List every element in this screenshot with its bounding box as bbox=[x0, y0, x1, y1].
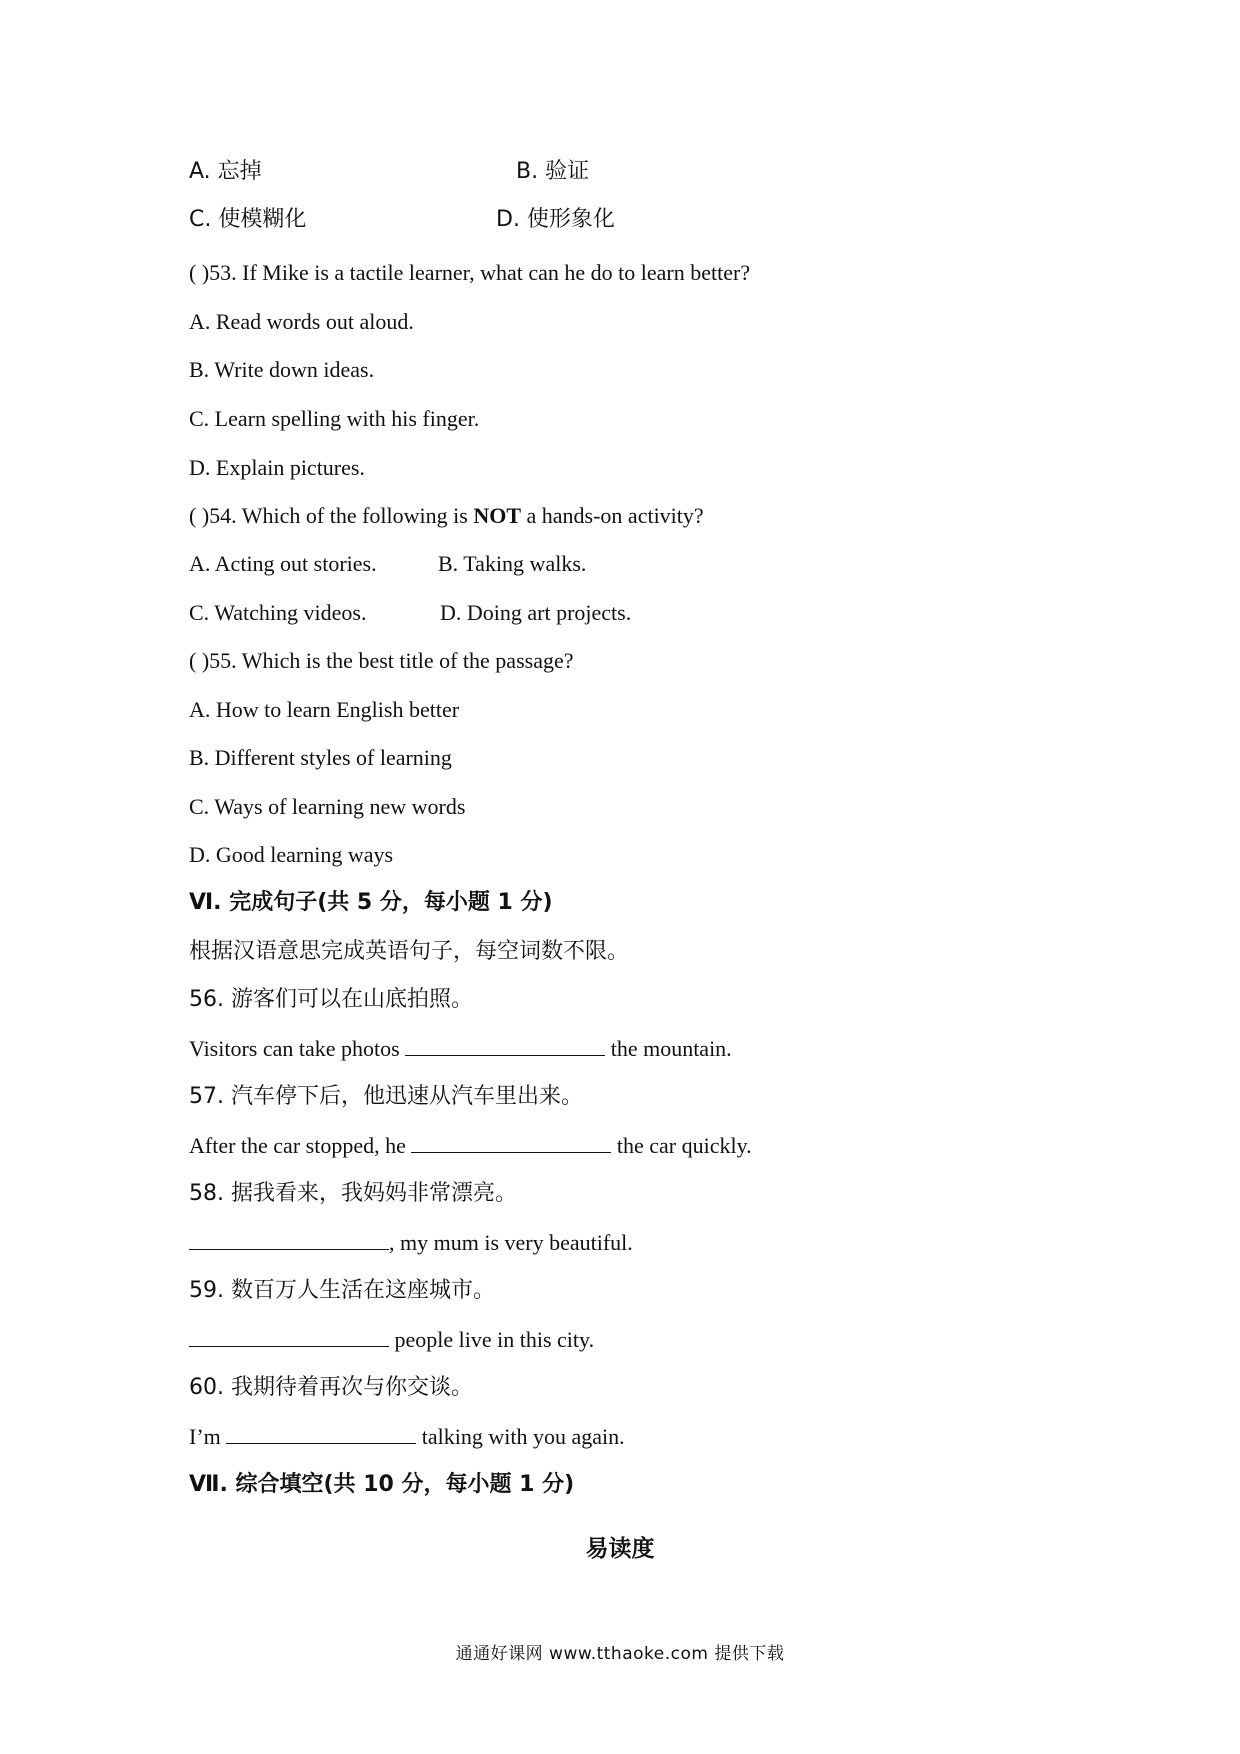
item-60-pre: I’m bbox=[189, 1424, 227, 1449]
answer-blank-59[interactable] bbox=[189, 1326, 389, 1347]
page-footer: 通通好课网 www.tthaoke.com 提供下载 bbox=[455, 1644, 785, 1664]
answer-blank-58[interactable] bbox=[189, 1229, 389, 1250]
q53-option-b: B. Write down ideas. bbox=[189, 357, 375, 382]
q55-option-d: D. Good learning ways bbox=[189, 842, 394, 867]
answer-blank-60[interactable] bbox=[226, 1423, 416, 1444]
item-56-post: the mountain. bbox=[605, 1036, 732, 1061]
item-57-pre: After the car stopped, he bbox=[189, 1133, 412, 1158]
q53-option-c: C. Learn spelling with his finger. bbox=[189, 406, 480, 431]
item-58-post: , my mum is very beautiful. bbox=[389, 1230, 633, 1255]
q53-option-d: D. Explain pictures. bbox=[189, 455, 365, 480]
q53-option-a: A. Read words out aloud. bbox=[189, 309, 414, 334]
q55-option-c: C. Ways of learning new words bbox=[189, 794, 466, 819]
item-60-sentence bbox=[189, 1422, 625, 1452]
item-57-sentence bbox=[189, 1131, 752, 1161]
q54-option-b: B. Taking walks. bbox=[438, 551, 587, 576]
q52-option-d: D. 使形象化 bbox=[496, 207, 615, 232]
q52-option-a: A. 忘掉 bbox=[189, 159, 262, 184]
q54-option-a: A. Acting out stories. bbox=[189, 551, 377, 576]
item-56-pre: Visitors can take photos bbox=[189, 1036, 406, 1061]
q54-stem-bold: NOT bbox=[473, 503, 522, 528]
item-59-post: people live in this city. bbox=[389, 1327, 595, 1352]
q54-stem-post: a hands-on activity? bbox=[521, 503, 704, 528]
item-56-chinese: 56. 游客们可以在山底拍照。 bbox=[189, 987, 473, 1012]
item-60-post: talking with you again. bbox=[416, 1424, 625, 1449]
item-57-post: the car quickly. bbox=[611, 1133, 752, 1158]
item-58-sentence bbox=[189, 1228, 633, 1258]
item-59-sentence bbox=[189, 1325, 594, 1355]
answer-blank-56[interactable] bbox=[405, 1035, 605, 1056]
item-58-chinese: 58. 据我看来，我妈妈非常漂亮。 bbox=[189, 1181, 517, 1206]
item-60-chinese: 60. 我期待着再次与你交谈。 bbox=[189, 1375, 473, 1400]
q53-stem: ( )53. If Mike is a tactile learner, what can he do to learn better? bbox=[189, 260, 751, 285]
section6-heading: Ⅵ. 完成句子(共 5 分，每小题 1 分) bbox=[189, 890, 553, 915]
q54-option-c: C. Watching videos. bbox=[189, 600, 367, 625]
q52-option-b: B. 验证 bbox=[516, 159, 590, 184]
q55-option-b: B. Different styles of learning bbox=[189, 745, 452, 770]
q54-option-d: D. Doing art projects. bbox=[440, 600, 632, 625]
q55-option-a: A. How to learn English better bbox=[189, 697, 460, 722]
item-59-chinese: 59. 数百万人生活在这座城市。 bbox=[189, 1278, 495, 1303]
section7-subtitle: 易读度 bbox=[585, 1536, 655, 1562]
item-56-sentence bbox=[189, 1034, 732, 1064]
q54-stem bbox=[189, 501, 704, 531]
section6-instruction: 根据汉语意思完成英语句子，每空词数不限。 bbox=[189, 939, 630, 964]
answer-blank-57[interactable] bbox=[411, 1132, 611, 1153]
q55-stem: ( )55. Which is the best title of the passage? bbox=[189, 648, 574, 673]
item-57-chinese: 57. 汽车停下后，他迅速从汽车里出来。 bbox=[189, 1084, 583, 1109]
section7-heading: Ⅶ. 综合填空(共 10 分，每小题 1 分) bbox=[189, 1472, 575, 1497]
q52-option-c: C. 使模糊化 bbox=[189, 207, 307, 232]
q54-stem-pre: ( )54. Which of the following is bbox=[189, 503, 474, 528]
